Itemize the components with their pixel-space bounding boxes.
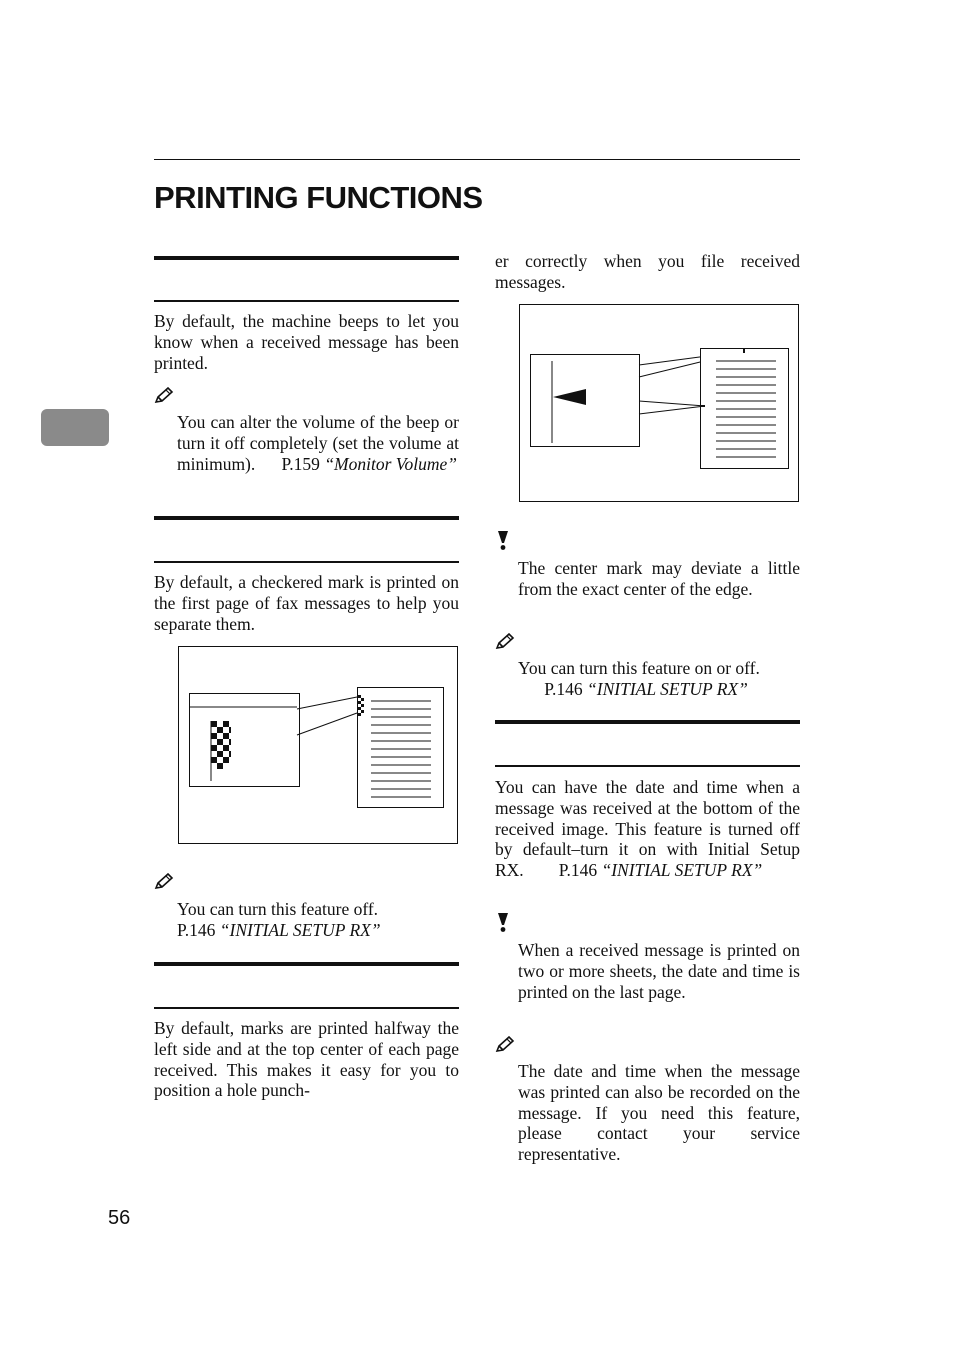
- center-mark-figure: [519, 304, 799, 502]
- section-rule-bottom: [154, 561, 459, 563]
- date-time-link[interactable]: “INITIAL SETUP RX”: [601, 860, 763, 881]
- date-time-ref[interactable]: P.146: [558, 860, 598, 881]
- center-note-text: You can turn this feature on or off.: [518, 658, 760, 678]
- section-rule-top: [154, 516, 459, 520]
- chapter-tab: [41, 409, 109, 446]
- exclamation-icon: [496, 912, 510, 933]
- section-rule-top: [154, 962, 459, 966]
- beep-note: [177, 412, 459, 474]
- page-number: 56: [108, 1207, 131, 1229]
- header-rule: [154, 159, 800, 160]
- section-rule-top: [495, 720, 800, 724]
- beep-note-link[interactable]: “Monitor Volume”: [324, 453, 458, 474]
- date-time-text: You can have the date and time when a message was received at the bottom of the received image. This feature is turned off by default–turn it on with Initial Setup RX.: [495, 777, 800, 881]
- date-limit: When a received message is printed on two or more sheets, the date and time is printed on the last page.: [518, 940, 800, 1002]
- section-rule-bottom: [154, 1007, 459, 1009]
- center-note: [518, 658, 800, 700]
- checker-note-link[interactable]: “INITIAL SETUP RX”: [219, 919, 381, 940]
- date-note: The date and time when the message was printed can also be recorded on the message. If you need this feature, please contact your service representative.: [518, 1061, 800, 1165]
- center-mark-paragraph-cont: er correctly when you file received messages.: [495, 251, 800, 292]
- pencil-icon: [154, 873, 174, 891]
- checker-note-text: You can turn this feature off.: [177, 899, 379, 919]
- section-rule-bottom: [495, 765, 800, 767]
- page-title: PRINTING FUNCTIONS: [154, 180, 483, 215]
- checker-paragraph: By default, a checkered mark is printed on the first page of fax messages to help you separate them.: [154, 572, 459, 634]
- checker-note-ref[interactable]: P.146: [177, 919, 216, 940]
- center-note-ref[interactable]: P.146: [544, 678, 583, 699]
- beep-paragraph: By default, the machine beeps to let you know when a received message has been printed.: [154, 311, 459, 373]
- beep-note-ref[interactable]: P.159: [281, 453, 320, 474]
- checker-note: [177, 899, 432, 941]
- center-limit: The center mark may deviate a little from the exact center of the edge.: [518, 558, 800, 599]
- beep-note-text: You can alter the volume of the beep or turn it off completely (set the volume at minimum).: [177, 412, 459, 474]
- exclamation-icon: [496, 530, 510, 551]
- checker-mark-figure: [178, 646, 458, 844]
- center-mark-paragraph: By default, marks are printed halfway the left side and at the top center of each page received. This makes it easy for you to position a hole punch-: [154, 1018, 459, 1101]
- section-rule-top: [154, 256, 459, 260]
- center-note-link[interactable]: “INITIAL SETUP RX”: [587, 678, 748, 699]
- pencil-icon: [154, 387, 174, 405]
- section-rule-bottom: [154, 300, 459, 302]
- pencil-icon: [495, 1036, 515, 1054]
- pencil-icon: [495, 633, 515, 651]
- date-time-paragraph: [495, 777, 800, 881]
